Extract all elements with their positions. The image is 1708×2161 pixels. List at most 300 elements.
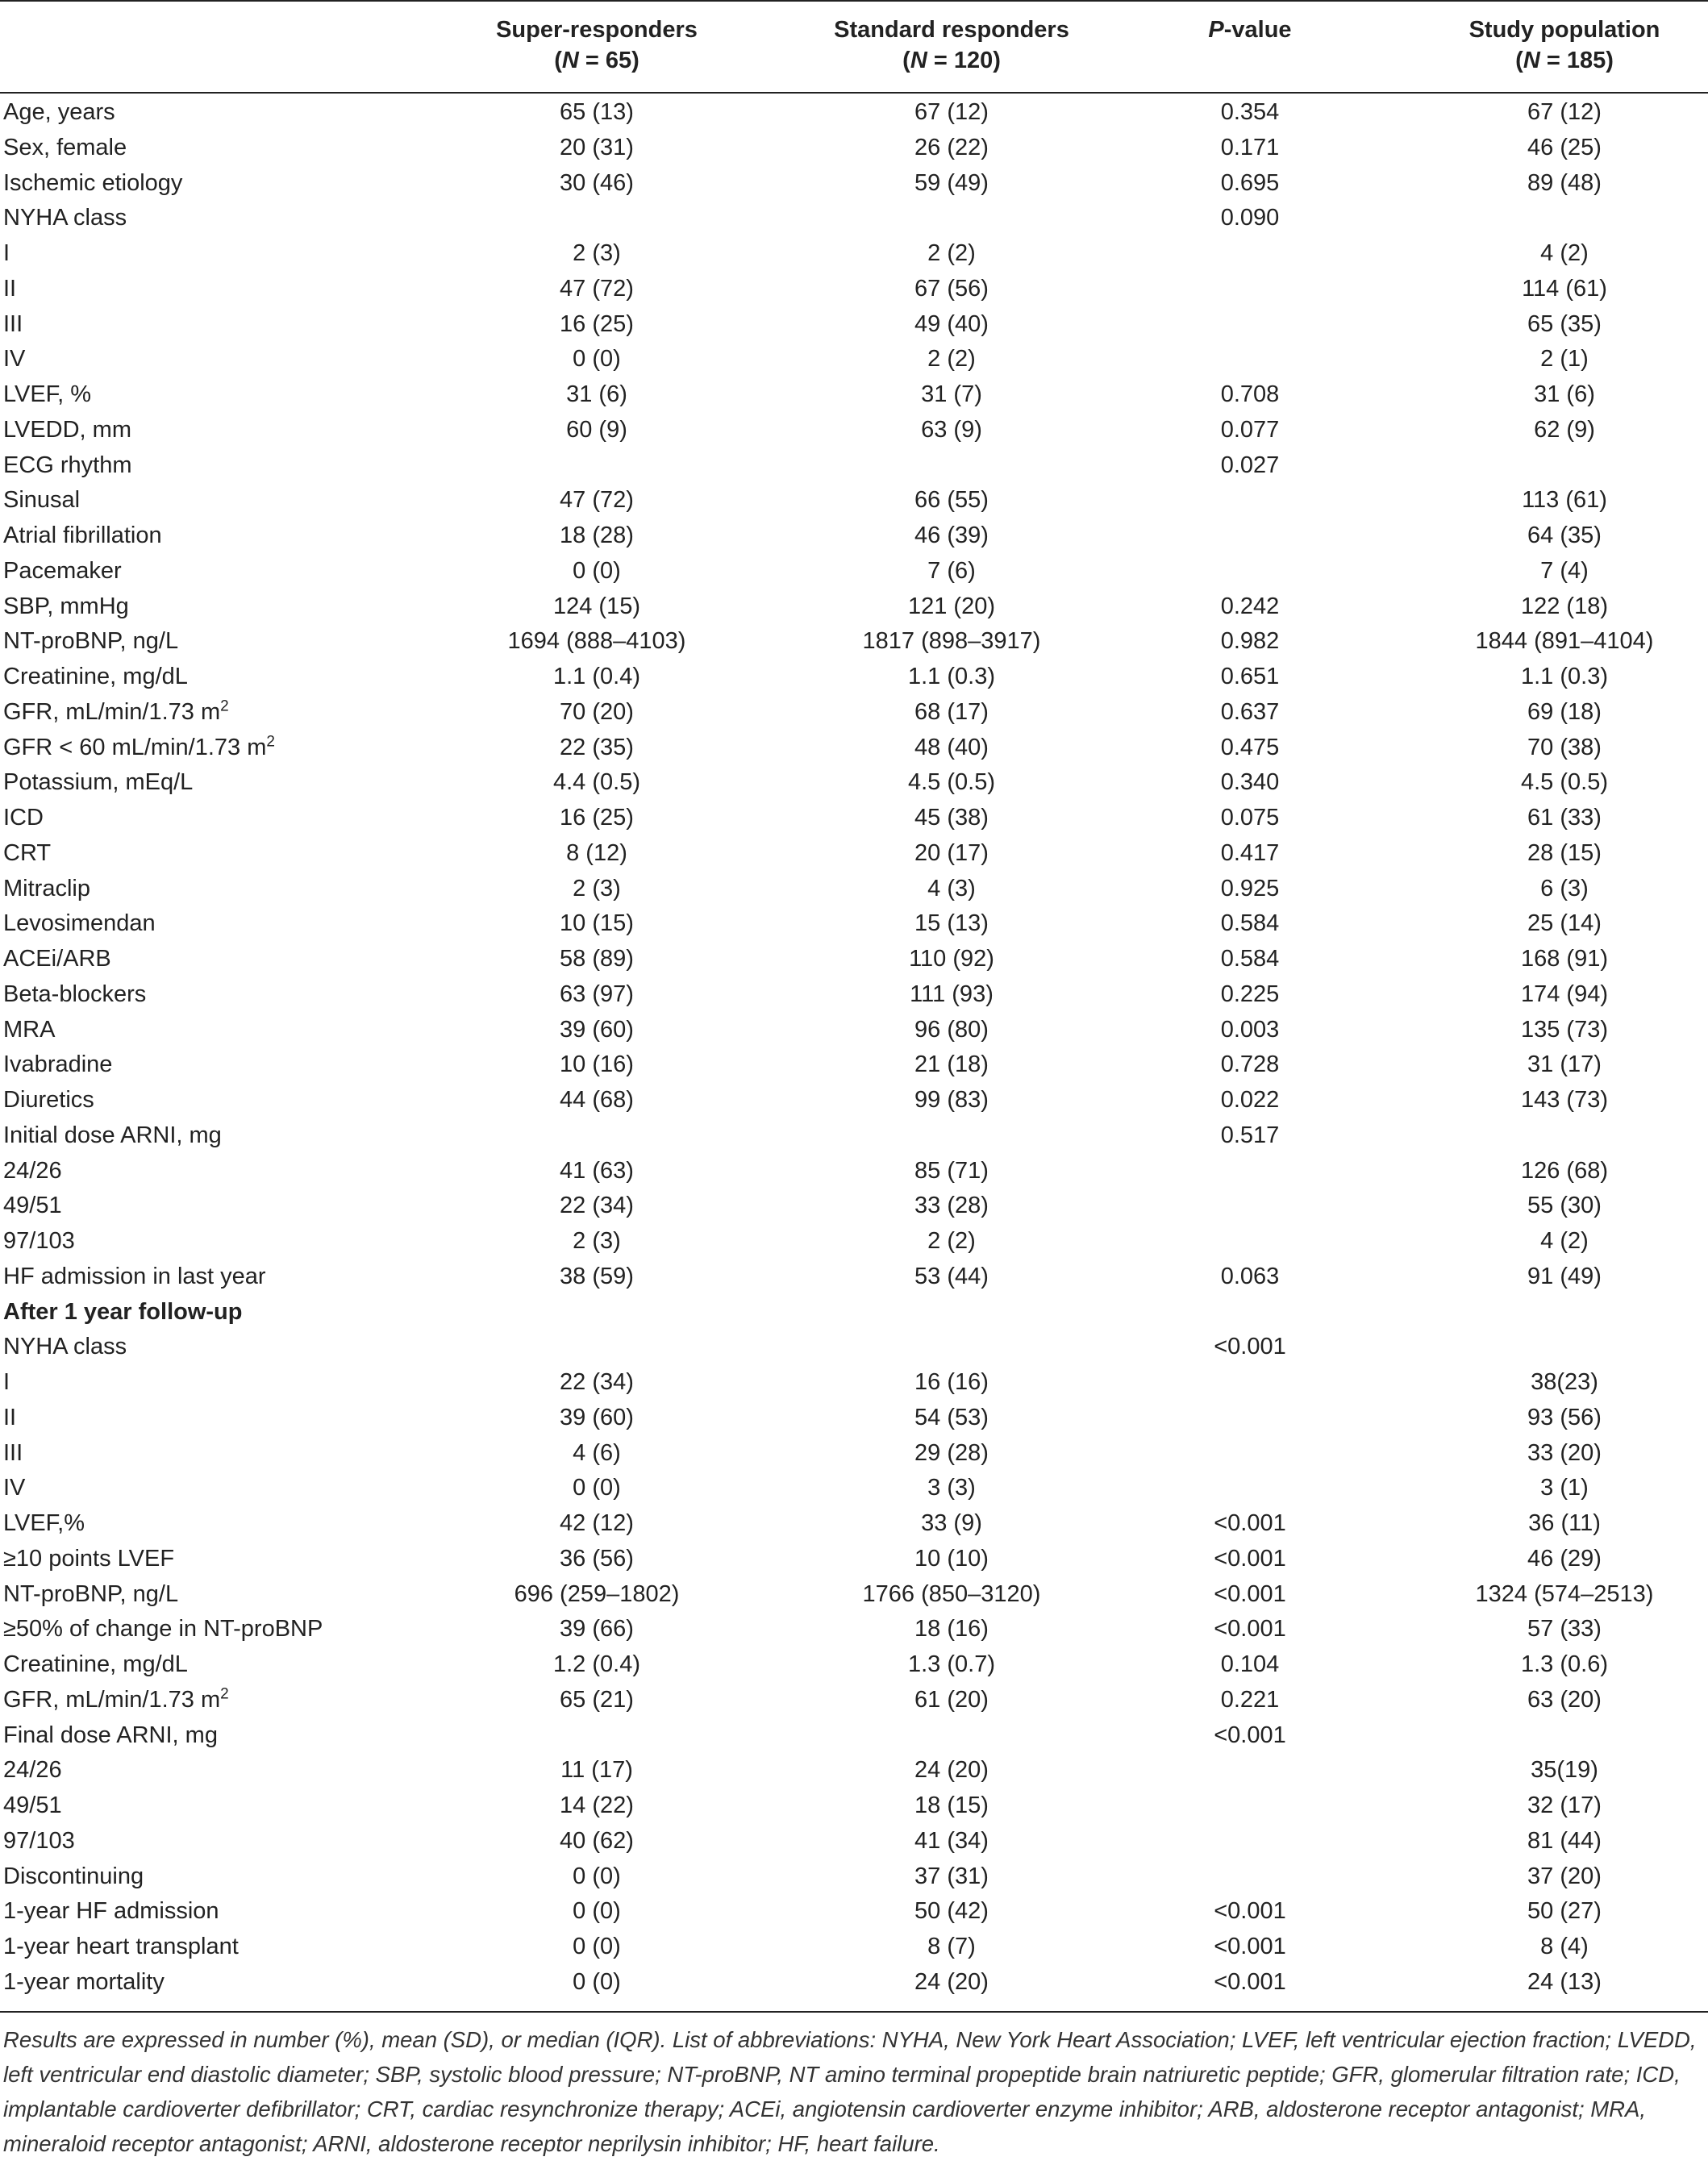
header-study-population (1427, 15, 1702, 87)
super-responders-value: 10 (15) (560, 910, 634, 937)
table-row (0, 342, 1708, 377)
table-row (0, 1013, 1708, 1048)
table-row (0, 660, 1708, 695)
standard-responders-value: 1766 (850–3120) (862, 1580, 1041, 1607)
standard-responders-value: 46 (39) (914, 523, 989, 548)
row-label: After 1 year follow-up (3, 1298, 243, 1325)
header-p-value: P-value (1208, 17, 1292, 43)
row-label: GFR, mL/min/1.73 $m^2$ (3, 697, 229, 725)
super-responders-value: 39 (60) (560, 1404, 634, 1430)
super-responders-value: 39 (66) (560, 1616, 634, 1643)
standard-responders-value: 1817 (898–3917) (862, 628, 1041, 655)
study-population-value: 4 (2) (1540, 1228, 1589, 1254)
study-population-value: 31 (6) (1534, 381, 1595, 407)
row-label: III (3, 1439, 23, 1466)
standard-responders-value: 2 (2) (927, 1228, 976, 1254)
standard-responders-value: 8 (7) (927, 1934, 976, 1959)
table-row (0, 872, 1708, 907)
p-value: 0.003 (1220, 1016, 1280, 1043)
super-responders-value: 42 (12) (560, 1510, 634, 1536)
study-population-value: 3 (1) (1540, 1475, 1589, 1501)
super-responders-value: 0 (0) (573, 1863, 621, 1889)
p-value: 0.090 (1220, 205, 1280, 231)
p-value: <0.001 (1214, 1334, 1286, 1360)
table-row (0, 413, 1708, 448)
row-label: Potassium, mEq/L (3, 769, 194, 796)
p-value: 0.022 (1220, 1087, 1280, 1113)
p-value: <0.001 (1214, 1545, 1286, 1572)
row-label: Age, years (3, 99, 115, 125)
super-responders-value: 8 (12) (566, 839, 627, 866)
standard-responders-value: 26 (22) (914, 134, 989, 160)
super-responders-value: 60 (9) (566, 416, 627, 443)
table-row (0, 836, 1708, 872)
super-responders-value: 70 (20) (560, 698, 634, 725)
super-responders-value: 65 (21) (560, 1686, 634, 1713)
table-row (0, 554, 1708, 589)
study-population-value: 69 (18) (1527, 698, 1602, 725)
row-label: II (3, 275, 17, 302)
table-row (0, 1718, 1708, 1754)
p-value: <0.001 (1214, 1934, 1286, 1959)
standard-responders-value: 29 (28) (914, 1439, 989, 1466)
row-label: 97/103 (3, 1827, 75, 1854)
p-value: 0.104 (1220, 1651, 1280, 1677)
table-row (0, 589, 1708, 625)
row-label: HF admission in last year (3, 1263, 266, 1289)
p-value: 0.517 (1220, 1122, 1280, 1148)
table-row (0, 518, 1708, 554)
p-value: 0.354 (1220, 99, 1280, 125)
header-n: (N = 185) (1515, 48, 1614, 73)
super-responders-value: 22 (34) (560, 1193, 634, 1219)
row-label: 97/103 (3, 1228, 75, 1254)
table-row (0, 1330, 1708, 1365)
super-responders-value: 22 (34) (560, 1369, 634, 1395)
standard-responders-value: 99 (83) (914, 1087, 989, 1113)
study-population-value: 1324 (574–2513) (1475, 1580, 1654, 1607)
super-responders-value: 11 (17) (560, 1757, 633, 1784)
study-population-value: 168 (91) (1520, 946, 1608, 972)
p-value: 0.925 (1220, 875, 1280, 901)
row-label: I (3, 240, 10, 266)
standard-responders-value: 15 (13) (914, 910, 989, 937)
study-population-value: 1.3 (0.6) (1521, 1651, 1608, 1677)
standard-responders-value: 31 (7) (921, 381, 982, 407)
row-label: LVEDD, mm (3, 416, 131, 443)
p-value: 0.063 (1220, 1263, 1280, 1289)
table-row (0, 1788, 1708, 1824)
study-population-value: 46 (29) (1527, 1545, 1602, 1572)
p-value: 0.242 (1220, 593, 1280, 619)
table-row (0, 1894, 1708, 1930)
study-population-value: 50 (27) (1527, 1898, 1602, 1925)
row-label: Ivabradine (3, 1051, 113, 1078)
section-header-row (0, 1295, 1708, 1330)
super-responders-value: 39 (60) (560, 1016, 634, 1043)
row-label: Sinusal (3, 487, 81, 514)
table-row (0, 448, 1708, 484)
row-label: I (3, 1369, 10, 1395)
table-row (0, 1930, 1708, 1965)
table-row (0, 695, 1708, 731)
standard-responders-value: 4 (3) (927, 875, 976, 901)
standard-responders-value: 54 (53) (914, 1404, 989, 1430)
study-population-value: 37 (20) (1527, 1863, 1602, 1889)
row-label: CRT (3, 839, 52, 866)
standard-responders-value: 33 (28) (914, 1193, 989, 1219)
standard-responders-value: 3 (3) (927, 1475, 976, 1501)
study-population-value: 113 (61) (1522, 487, 1607, 514)
table-row (0, 95, 1708, 131)
standard-responders-value: 41 (34) (914, 1827, 989, 1854)
standard-responders-value: 24 (20) (914, 1757, 989, 1784)
row-label: IV (3, 1475, 26, 1501)
p-value: 0.075 (1220, 805, 1280, 831)
study-population-value: 62 (9) (1534, 416, 1595, 443)
study-population-value: 114 (61) (1522, 275, 1607, 302)
table-row (0, 1753, 1708, 1788)
super-responders-value: 124 (15) (552, 593, 640, 619)
study-population-value: 143 (73) (1520, 1087, 1608, 1113)
study-population-value: 126 (68) (1520, 1157, 1608, 1184)
super-responders-value: 40 (62) (560, 1827, 634, 1854)
study-population-value: 64 (35) (1527, 523, 1602, 548)
table-row (0, 1365, 1708, 1401)
standard-responders-value: 96 (80) (914, 1016, 989, 1043)
table-row (0, 1471, 1708, 1506)
row-label: IV (3, 346, 26, 373)
header-standard-responders (774, 15, 1129, 87)
study-population-value: 38(23) (1531, 1369, 1598, 1395)
p-value: <0.001 (1214, 1616, 1286, 1643)
standard-responders-value: 1.1 (0.3) (908, 664, 995, 689)
header-rule (0, 92, 1708, 94)
row-label: Levosimendan (3, 910, 156, 937)
p-value: <0.001 (1214, 1898, 1286, 1925)
table-row (0, 377, 1708, 413)
study-population-value: 122 (18) (1520, 593, 1608, 619)
super-responders-value: 0 (0) (573, 1475, 621, 1501)
table-row (0, 131, 1708, 166)
row-label: Initial dose ARNI, mg (3, 1122, 222, 1148)
study-population-value: 8 (4) (1540, 1934, 1589, 1959)
row-label: II (3, 1404, 17, 1430)
p-value: <0.001 (1214, 1580, 1286, 1607)
table-row (0, 1260, 1708, 1295)
standard-responders-value: 50 (42) (914, 1898, 989, 1925)
p-value: 0.584 (1220, 910, 1280, 937)
row-label: Atrial fibrillation (3, 523, 162, 548)
study-population-value: 31 (17) (1527, 1051, 1602, 1078)
super-responders-value: 2 (3) (573, 240, 621, 266)
study-population-value: 6 (3) (1540, 875, 1589, 901)
row-label: Creatinine, mg/dL (3, 664, 188, 689)
row-label: Mitraclip (3, 875, 90, 901)
study-population-value: 24 (13) (1527, 1968, 1602, 1995)
study-population-value: 1844 (891–4104) (1475, 628, 1654, 655)
standard-responders-value: 18 (16) (914, 1616, 989, 1643)
header-label: Super-responders (496, 17, 698, 43)
table-row (0, 166, 1708, 202)
standard-responders-value: 111 (93) (910, 981, 994, 1007)
super-responders-value: 10 (16) (560, 1051, 634, 1078)
table-row (0, 1683, 1708, 1718)
super-responders-value: 1.1 (0.4) (553, 664, 640, 689)
standard-responders-value: 7 (6) (927, 557, 976, 584)
standard-responders-value: 67 (56) (914, 275, 989, 302)
row-label: ≥10 points LVEF (3, 1545, 175, 1572)
standard-responders-value: 18 (15) (914, 1793, 989, 1818)
p-value: 0.728 (1220, 1051, 1280, 1078)
standard-responders-value: 48 (40) (914, 734, 989, 760)
table-row (0, 1612, 1708, 1647)
study-population-value: 7 (4) (1540, 557, 1589, 584)
super-responders-value: 58 (89) (560, 946, 634, 972)
study-population-value: 32 (17) (1527, 1793, 1602, 1818)
row-label: Sex, female (3, 134, 127, 160)
standard-responders-value: 2 (2) (927, 346, 976, 373)
table-row (0, 942, 1708, 977)
standard-responders-value: 33 (9) (921, 1510, 982, 1536)
super-responders-value: 14 (22) (560, 1793, 634, 1818)
table-row (0, 1542, 1708, 1577)
super-responders-value: 47 (72) (560, 487, 634, 514)
row-label: Beta-blockers (3, 981, 147, 1007)
row-label: Discontinuing (3, 1863, 144, 1889)
header-label: Standard responders (834, 17, 1069, 43)
table-row (0, 977, 1708, 1013)
super-responders-value: 0 (0) (573, 1968, 621, 1995)
row-label: 1-year mortality (3, 1968, 165, 1995)
standard-responders-value: 121 (20) (907, 593, 995, 619)
study-population-value: 91 (49) (1527, 1263, 1602, 1289)
study-population-value: 46 (25) (1527, 134, 1602, 160)
super-responders-value: 18 (28) (560, 523, 634, 548)
standard-responders-value: 45 (38) (914, 805, 989, 831)
study-population-value: 65 (35) (1527, 310, 1602, 337)
row-label: GFR < 60 mL/min/1.73 $m^2$ (3, 732, 275, 760)
super-responders-value: 41 (63) (560, 1157, 634, 1184)
table-bottom-rule (0, 2011, 1708, 2013)
row-label: ACEi/ARB (3, 946, 111, 972)
standard-responders-value: 2 (2) (927, 240, 976, 266)
super-responders-value: 0 (0) (573, 557, 621, 584)
study-population-value: 67 (12) (1527, 99, 1602, 125)
p-value: 0.584 (1220, 946, 1280, 972)
row-label: GFR, mL/min/1.73 $m^2$ (3, 1685, 229, 1713)
super-responders-value: 4.4 (0.5) (553, 769, 640, 796)
table-row (0, 624, 1708, 660)
table-row (0, 201, 1708, 236)
standard-responders-value: 20 (17) (914, 839, 989, 866)
row-label: NYHA class (3, 1334, 127, 1360)
study-population-value: 55 (30) (1527, 1193, 1602, 1219)
p-value: <0.001 (1214, 1722, 1286, 1748)
table-row (0, 483, 1708, 518)
table-row (0, 731, 1708, 766)
row-label: 49/51 (3, 1193, 62, 1219)
study-population-value: 4.5 (0.5) (1521, 769, 1608, 796)
study-population-value: 35(19) (1531, 1757, 1598, 1784)
study-population-value: 28 (15) (1527, 839, 1602, 866)
p-value: 0.340 (1220, 769, 1280, 796)
table-footnote: Results are expressed in number (%), mean (SD), or median (IQR). List of abbreviations: NYHA, New York Heart Association; LVEF, left ventricular ejection fraction; LVEDD, left ventricular end diastolic diameter; SBP, systolic blood pressure; NT-proBNP, NT amino terminal propeptide brain natriuretic peptide; GFR, glomerular filtration rate; ICD, implantable cardioverter defibrillator; CRT, cardiac resynchronize therapy; ACEi, angiotensin cardioverter enzyme inhibitor; ARB, aldosterone receptor antagonist; MRA, mineraloid receptor antagonist; ARNI, aldosterone receptor neprilysin inhibitor; HF, heart failure. (3, 2027, 1697, 2156)
table-row (0, 1047, 1708, 1083)
row-label: NYHA class (3, 205, 127, 231)
row-label: Pacemaker (3, 557, 122, 584)
study-population-value: 36 (11) (1528, 1510, 1601, 1536)
standard-responders-value: 24 (20) (914, 1968, 989, 1995)
super-responders-value: 36 (56) (560, 1545, 634, 1572)
standard-responders-value: 68 (17) (914, 698, 989, 725)
row-label: 1-year HF admission (3, 1898, 219, 1925)
study-population-value: 63 (20) (1527, 1686, 1602, 1713)
standard-responders-value: 49 (40) (914, 310, 989, 337)
row-label: 1-year heart transplant (3, 1934, 239, 1959)
p-value: 0.982 (1220, 628, 1280, 655)
p-value: 0.417 (1220, 839, 1280, 866)
p-value: 0.651 (1220, 664, 1280, 689)
table-row (0, 1506, 1708, 1542)
table-top-rule (0, 0, 1708, 2)
table-row (0, 1189, 1708, 1224)
standard-responders-value: 4.5 (0.5) (908, 769, 995, 796)
table-row (0, 1577, 1708, 1613)
table-row (0, 307, 1708, 343)
super-responders-value: 65 (13) (560, 99, 634, 125)
row-label: Final dose ARNI, mg (3, 1722, 218, 1748)
row-label: Diuretics (3, 1087, 94, 1113)
header-label: Study population (1468, 17, 1660, 43)
row-label: Ischemic etiology (3, 169, 183, 196)
standard-responders-value: 61 (20) (914, 1686, 989, 1713)
super-responders-value: 2 (3) (573, 1228, 621, 1254)
study-population-value: 89 (48) (1527, 169, 1602, 196)
super-responders-value: 38 (59) (560, 1263, 634, 1289)
standard-responders-value: 21 (18) (914, 1051, 989, 1078)
p-value: 0.695 (1220, 169, 1280, 196)
standard-responders-value: 85 (71) (914, 1157, 989, 1184)
p-value: 0.221 (1220, 1686, 1280, 1713)
super-responders-value: 2 (3) (573, 875, 621, 901)
p-value: 0.225 (1220, 981, 1280, 1007)
table-row (0, 1118, 1708, 1154)
super-responders-value: 63 (97) (560, 981, 634, 1007)
table-row (0, 906, 1708, 942)
table-row (0, 1436, 1708, 1472)
row-label: 24/26 (3, 1757, 62, 1784)
table-row (0, 801, 1708, 836)
standard-responders-value: 59 (49) (914, 169, 989, 196)
study-population-value: 93 (56) (1527, 1404, 1602, 1430)
row-label: Creatinine, mg/dL (3, 1651, 188, 1677)
super-responders-value: 1.2 (0.4) (553, 1651, 640, 1677)
super-responders-value: 30 (46) (560, 169, 634, 196)
super-responders-value: 16 (25) (560, 805, 634, 831)
super-responders-value: 0 (0) (573, 1898, 621, 1925)
row-label: NT-proBNP, ng/L (3, 1580, 179, 1607)
super-responders-value: 0 (0) (573, 1934, 621, 1959)
p-value: 0.027 (1220, 452, 1280, 478)
standard-responders-value: 10 (10) (914, 1545, 989, 1572)
row-label: LVEF, % (3, 381, 92, 407)
super-responders-value: 4 (6) (573, 1439, 621, 1466)
table-row (0, 1824, 1708, 1859)
row-label: III (3, 310, 23, 337)
p-value: 0.475 (1220, 734, 1280, 760)
table-row (0, 1401, 1708, 1436)
p-value: <0.001 (1214, 1510, 1286, 1536)
table-row (0, 1083, 1708, 1118)
header-n: (N = 65) (554, 48, 639, 73)
study-population-value: 174 (94) (1520, 981, 1608, 1007)
standard-responders-value: 67 (12) (914, 99, 989, 125)
row-label: MRA (3, 1016, 56, 1043)
standard-responders-value: 66 (55) (914, 487, 989, 514)
super-responders-value: 16 (25) (560, 310, 634, 337)
row-label: NT-proBNP, ng/L (3, 628, 179, 655)
p-value: 0.708 (1220, 381, 1280, 407)
study-population-value: 57 (33) (1527, 1616, 1602, 1643)
table-row (0, 1154, 1708, 1189)
standard-responders-value: 1.3 (0.7) (908, 1651, 995, 1677)
row-label: SBP, mmHg (3, 593, 129, 619)
super-responders-value: 31 (6) (566, 381, 627, 407)
super-responders-value: 22 (35) (560, 734, 634, 760)
study-population-value: 4 (2) (1540, 240, 1589, 266)
header-n: (N = 120) (902, 48, 1001, 73)
standard-responders-value: 53 (44) (914, 1263, 989, 1289)
header-super-responders (452, 15, 742, 87)
table-row (0, 1859, 1708, 1895)
row-label: 24/26 (3, 1157, 62, 1184)
super-responders-value: 20 (31) (560, 134, 634, 160)
row-label: ICD (3, 805, 44, 831)
study-population-value: 81 (44) (1527, 1827, 1602, 1854)
table-row (0, 272, 1708, 307)
table-row (0, 1647, 1708, 1683)
study-population-value: 33 (20) (1527, 1439, 1602, 1466)
table-row (0, 1965, 1708, 2001)
standard-responders-value: 63 (9) (921, 416, 982, 443)
super-responders-value: 47 (72) (560, 275, 634, 302)
super-responders-value: 696 (259–1802) (514, 1580, 680, 1607)
study-population-value: 135 (73) (1520, 1016, 1608, 1043)
super-responders-value: 0 (0) (573, 346, 621, 373)
study-population-value: 61 (33) (1527, 805, 1602, 831)
p-value: 0.171 (1220, 134, 1280, 160)
standard-responders-value: 110 (92) (909, 946, 994, 972)
p-value: 0.637 (1220, 698, 1280, 725)
study-population-value: 2 (1) (1540, 346, 1589, 373)
table-row (0, 236, 1708, 272)
table-row (0, 1224, 1708, 1260)
super-responders-value: 1694 (888–4103) (507, 628, 686, 655)
table-row (0, 765, 1708, 801)
standard-responders-value: 37 (31) (914, 1863, 989, 1889)
study-population-value: 70 (38) (1527, 734, 1602, 760)
super-responders-value: 44 (68) (560, 1087, 634, 1113)
row-label: 49/51 (3, 1793, 62, 1818)
standard-responders-value: 16 (16) (914, 1369, 989, 1395)
p-value: <0.001 (1214, 1968, 1286, 1995)
row-label: ECG rhythm (3, 452, 132, 478)
row-label: ≥50% of change in NT-proBNP (3, 1616, 323, 1643)
study-population-value: 1.1 (0.3) (1521, 664, 1608, 689)
p-value: 0.077 (1220, 416, 1280, 443)
study-population-value: 25 (14) (1527, 910, 1602, 937)
